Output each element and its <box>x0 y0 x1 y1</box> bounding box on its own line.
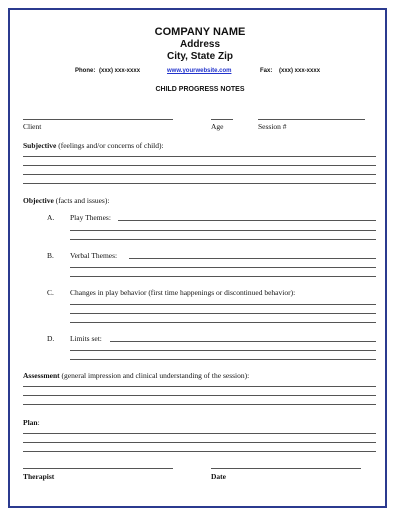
objective-item-letter: A. <box>47 213 55 222</box>
plan-colon: : <box>37 418 40 427</box>
therapist-label: Therapist <box>23 472 55 481</box>
verbal-themes-line[interactable] <box>70 276 376 277</box>
date-label: Date <box>211 472 226 481</box>
subjective-line[interactable] <box>23 165 376 166</box>
subjective-label: Subjective <box>23 141 57 150</box>
assessment-hint: (general impression and clinical understanding of the session): <box>61 371 250 380</box>
plan-line[interactable] <box>23 442 376 443</box>
limits-set-line[interactable] <box>110 341 376 342</box>
objective-hint: (facts and issues): <box>55 196 110 205</box>
objective-item-letter: C. <box>47 288 54 297</box>
subjective-line[interactable] <box>23 156 376 157</box>
objective-item-letter: D. <box>47 334 55 343</box>
fax-value: (xxx) xxx-xxxx <box>279 68 321 74</box>
objective-label: Objective <box>23 196 54 205</box>
company-name: COMPANY NAME <box>154 26 246 38</box>
play-themes-line[interactable] <box>70 239 376 240</box>
date-field[interactable] <box>211 468 361 469</box>
subjective-heading <box>23 141 164 150</box>
objective-item-letter: B. <box>47 251 54 260</box>
play-themes-line[interactable] <box>118 220 376 221</box>
assessment-line[interactable] <box>23 386 376 387</box>
assessment-label: Assessment <box>23 371 60 380</box>
session-label: Session # <box>258 122 287 131</box>
client-field[interactable] <box>23 119 173 120</box>
session-field[interactable] <box>258 119 365 120</box>
assessment-line[interactable] <box>23 404 376 405</box>
subjective-line[interactable] <box>23 183 376 184</box>
play-behavior-changes-label: Changes in play behavior (first time happenings or discontinued behavior): <box>70 288 296 297</box>
age-label: Age <box>211 122 224 131</box>
plan-line[interactable] <box>23 433 376 434</box>
website-link[interactable]: www.yourwebsite.com <box>167 68 232 74</box>
assessment-heading <box>23 371 249 380</box>
limits-set-line[interactable] <box>70 350 376 351</box>
age-field[interactable] <box>211 119 233 120</box>
form-title: CHILD PROGRESS NOTES <box>155 86 245 93</box>
objective-heading <box>23 196 109 205</box>
verbal-themes-label: Verbal Themes: <box>70 251 118 260</box>
play-behavior-changes-line[interactable] <box>70 313 376 314</box>
therapist-signature-field[interactable] <box>23 468 173 469</box>
play-behavior-changes-line[interactable] <box>70 304 376 305</box>
company-city-state-zip: City, State Zip <box>167 51 233 62</box>
plan-line[interactable] <box>23 451 376 452</box>
limits-set-label: Limits set: <box>70 334 102 343</box>
plan-label: Plan <box>23 418 38 427</box>
assessment-line[interactable] <box>23 395 376 396</box>
subjective-line[interactable] <box>23 174 376 175</box>
verbal-themes-line[interactable] <box>129 258 376 259</box>
client-label: Client <box>23 122 42 131</box>
play-themes-label: Play Themes: <box>70 213 111 222</box>
fax-label: Fax: <box>260 68 273 74</box>
play-themes-line[interactable] <box>70 230 376 231</box>
company-address: Address <box>179 39 220 50</box>
play-behavior-changes-line[interactable] <box>70 322 376 323</box>
phone-label: Phone: <box>75 68 96 74</box>
subjective-hint: (feelings and/or concerns of child): <box>58 141 164 150</box>
verbal-themes-line[interactable] <box>70 267 376 268</box>
limits-set-line[interactable] <box>70 359 376 360</box>
plan-heading <box>23 418 40 427</box>
phone-value: (xxx) xxx-xxxx <box>99 68 141 74</box>
